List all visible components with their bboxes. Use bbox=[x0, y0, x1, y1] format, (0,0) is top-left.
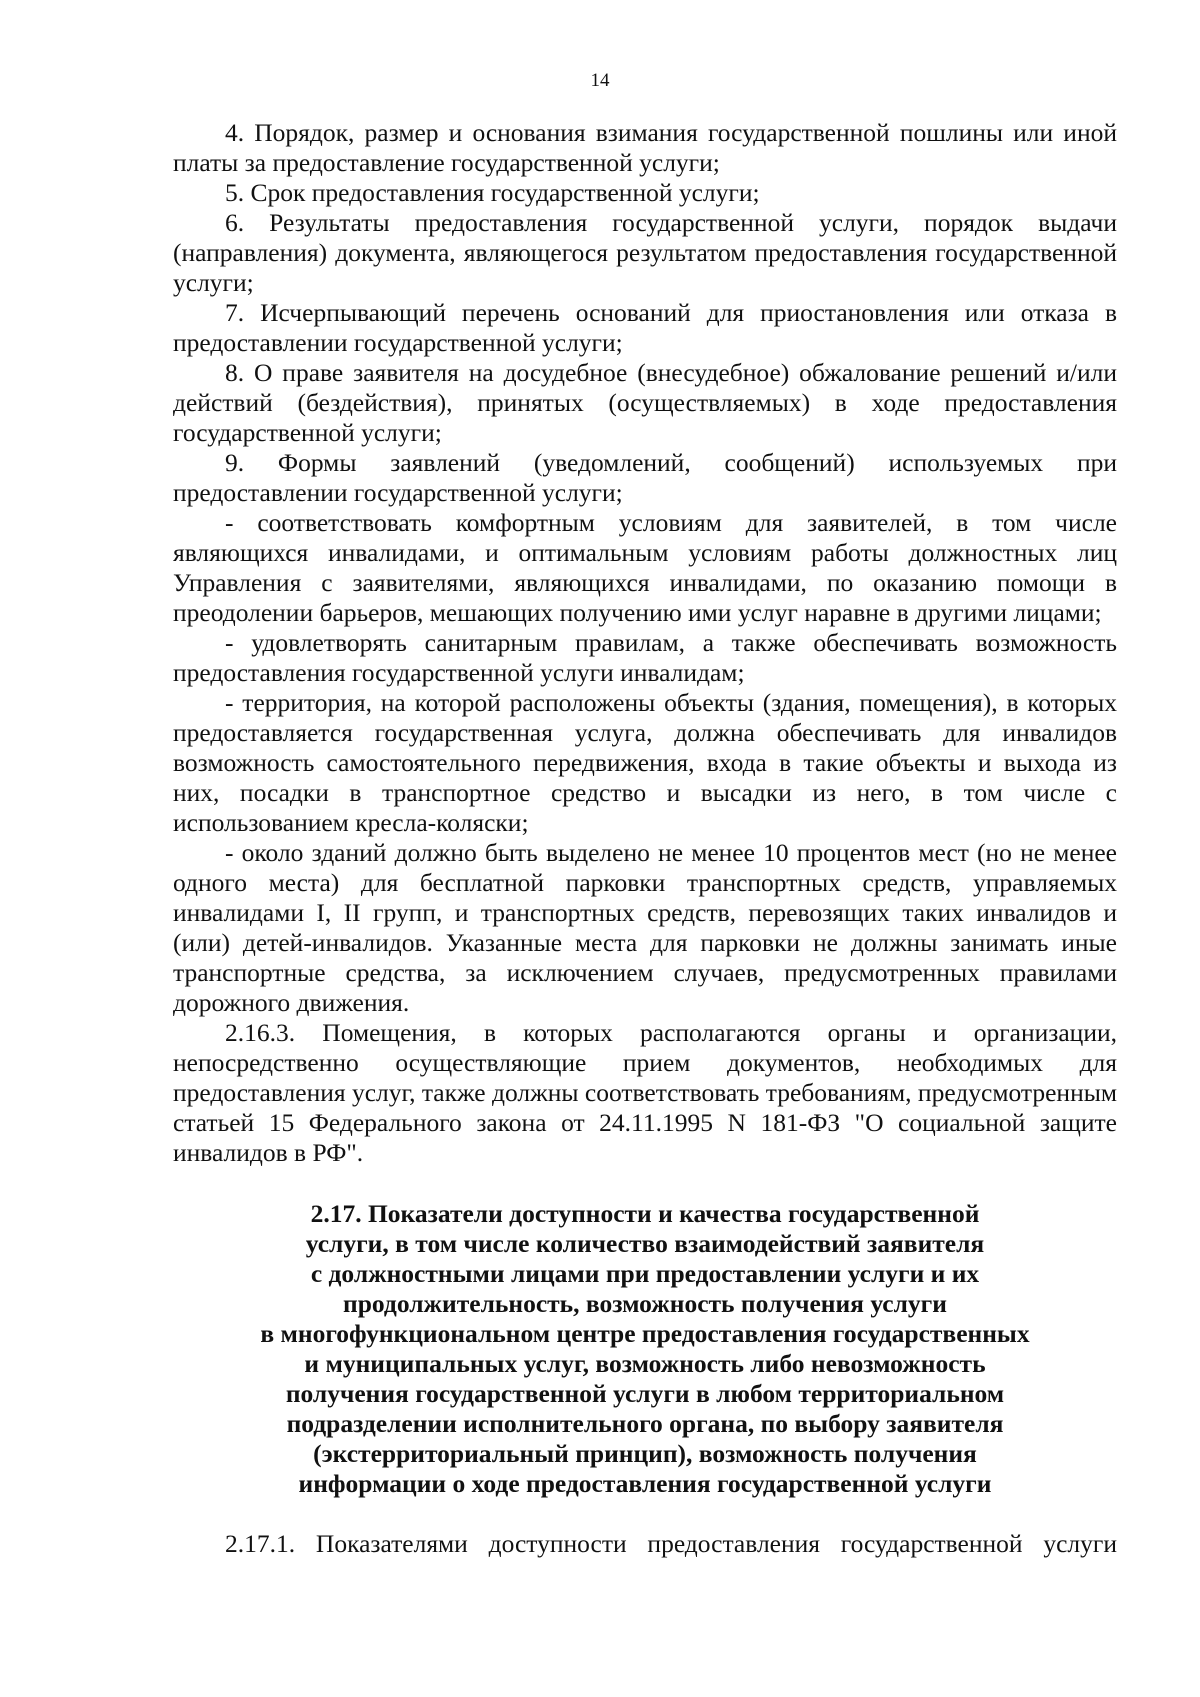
heading-line: с должностными лицами при предоставлении услуги и их bbox=[310, 1259, 980, 1288]
paragraph-item-5: 5. Срок предоставления государственной услуги; bbox=[225, 178, 760, 207]
bullet-sanitary-rules: - удовлетворять санитарным правилам, а также обеспечивать возможность предоставления государственной услуги инвалидам; bbox=[173, 628, 1117, 687]
bullet-comfort-conditions: - соответствовать комфортным условиям для заявителей, в том числе являющихся инвалидами, и оптимальным условиям работы должностных лиц Управления с заявителями, являющихся инвалидами, по оказанию помощи в преодолении барьеров, мешающих получению ими услуг наравне в другими лицами; bbox=[173, 508, 1117, 627]
heading-line: 2.17. Показатели доступности и качества государственной bbox=[310, 1199, 980, 1228]
document-body bbox=[173, 118, 1117, 1559]
heading-line: и муниципальных услуг, возможность либо невозможность bbox=[304, 1349, 986, 1378]
heading-line: информации о ходе предоставления государственной услуги bbox=[298, 1469, 992, 1498]
paragraph-item-4: 4. Порядок, размер и основания взимания государственной пошлины или иной платы за предоставление государственной услуги; bbox=[173, 118, 1117, 177]
paragraph-2-17-1: 2.17.1. Показателями доступности предоставления государственной услуги bbox=[225, 1529, 1117, 1558]
paragraph-item-6: 6. Результаты предоставления государственной услуги, порядок выдачи (направления) документа, являющегося результатом предоставления государственной услуги; bbox=[173, 208, 1117, 297]
heading-line: получения государственной услуги в любом территориальном bbox=[285, 1379, 1005, 1408]
bullet-territory: - территория, на которой расположены объекты (здания, помещения), в которых предоставляется государственная услуга, должна обеспечивать для инвалидов возможность самостоятельного передвижения, входа в такие объекты и выхода из них, посадки в транспортное средство и высадки из него, в том числе с использованием кресла-коляски; bbox=[173, 688, 1117, 837]
page-number: 14 bbox=[590, 70, 610, 91]
paragraph-2-16-3: 2.16.3. Помещения, в которых располагаются органы и организации, непосредственно осуществляющие прием документов, необходимых для предоставления услуг, также должны соответствовать требованиям, предусмотренным статьей 15 Федерального закона от 24.11.1995 N 181-ФЗ "О социальной защите инвалидов в РФ". bbox=[173, 1018, 1117, 1167]
paragraph-item-7: 7. Исчерпывающий перечень оснований для приостановления или отказа в предоставлении государственной услуги; bbox=[173, 298, 1117, 357]
heading-line: услуги, в том числе количество взаимодействий заявителя bbox=[305, 1229, 985, 1258]
heading-line: в многофункциональном центре предоставления государственных bbox=[260, 1319, 1030, 1348]
heading-line: подразделении исполнительного органа, по выбору заявителя bbox=[286, 1409, 1004, 1438]
paragraph-item-9: 9. Формы заявлений (уведомлений, сообщений) используемых при предоставлении государственной услуги; bbox=[173, 448, 1117, 507]
paragraph-item-8: 8. О праве заявителя на досудебное (внесудебное) обжалование решений и/или действий (бездействия), принятых (осуществляемых) в ходе предоставления государственной услуги; bbox=[173, 358, 1117, 447]
heading-line: (экстерриториальный принцип), возможность получения bbox=[313, 1439, 977, 1468]
bullet-parking: - около зданий должно быть выделено не менее 10 процентов мест (но не менее одного места) для бесплатной парковки транспортных средств, управляемых инвалидами I, II групп, и транспортных средств, перевозящих таких инвалидов и (или) детей-инвалидов. Указанные места для парковки не должны занимать иные транспортные средства, за исключением случаев, предусмотренных правилами дорожного движения. bbox=[173, 838, 1117, 1017]
section-heading-2-17 bbox=[173, 1199, 1117, 1499]
heading-line: продолжительность, возможность получения услуги bbox=[343, 1289, 947, 1318]
